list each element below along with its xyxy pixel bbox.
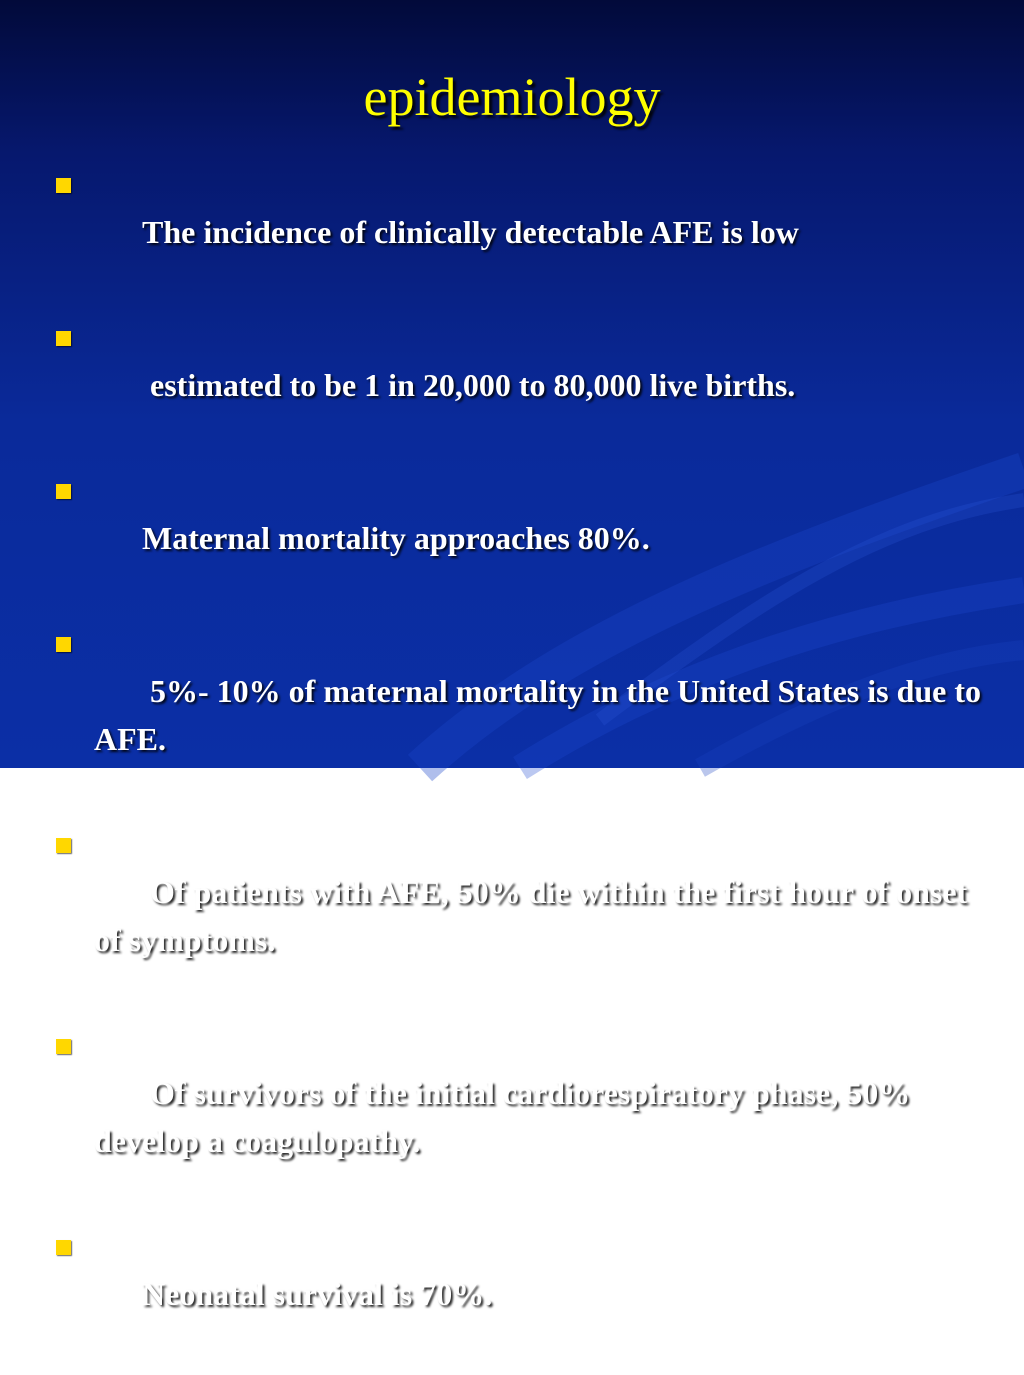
bullet-text: Of patients with AFE, 50% die within the first hour of onset of symptoms. <box>94 874 976 958</box>
list-item <box>56 1222 986 1366</box>
bullet-text: Of survivors of the initial cardiorespiratory phase, 50% develop a coagulopathy. <box>94 1075 919 1159</box>
square-bullet-icon <box>56 637 71 652</box>
square-bullet-icon <box>56 1240 71 1255</box>
bullet-text: Neonatal survival is 70%. <box>142 1276 493 1312</box>
list-item <box>56 1021 986 1213</box>
square-bullet-icon <box>56 178 71 193</box>
square-bullet-icon <box>56 838 71 853</box>
list-item <box>56 820 986 1012</box>
list-item <box>56 619 986 811</box>
square-bullet-icon <box>56 484 71 499</box>
bullet-text: 5%- 10% of maternal mortality in the United States is due to AFE. <box>94 673 988 757</box>
bullet-text: Maternal mortality approaches 80%. <box>142 520 650 556</box>
bullet-list <box>56 160 986 1375</box>
list-item <box>56 313 986 457</box>
square-bullet-icon <box>56 1039 71 1054</box>
list-item <box>56 466 986 610</box>
bullet-text: estimated to be 1 in 20,000 to 80,000 live births. <box>142 367 796 403</box>
slide-title: epidemiology <box>363 67 661 127</box>
square-bullet-icon <box>56 331 71 346</box>
bullet-text: The incidence of clinically detectable AFE is low <box>142 214 799 250</box>
list-item <box>56 160 986 304</box>
